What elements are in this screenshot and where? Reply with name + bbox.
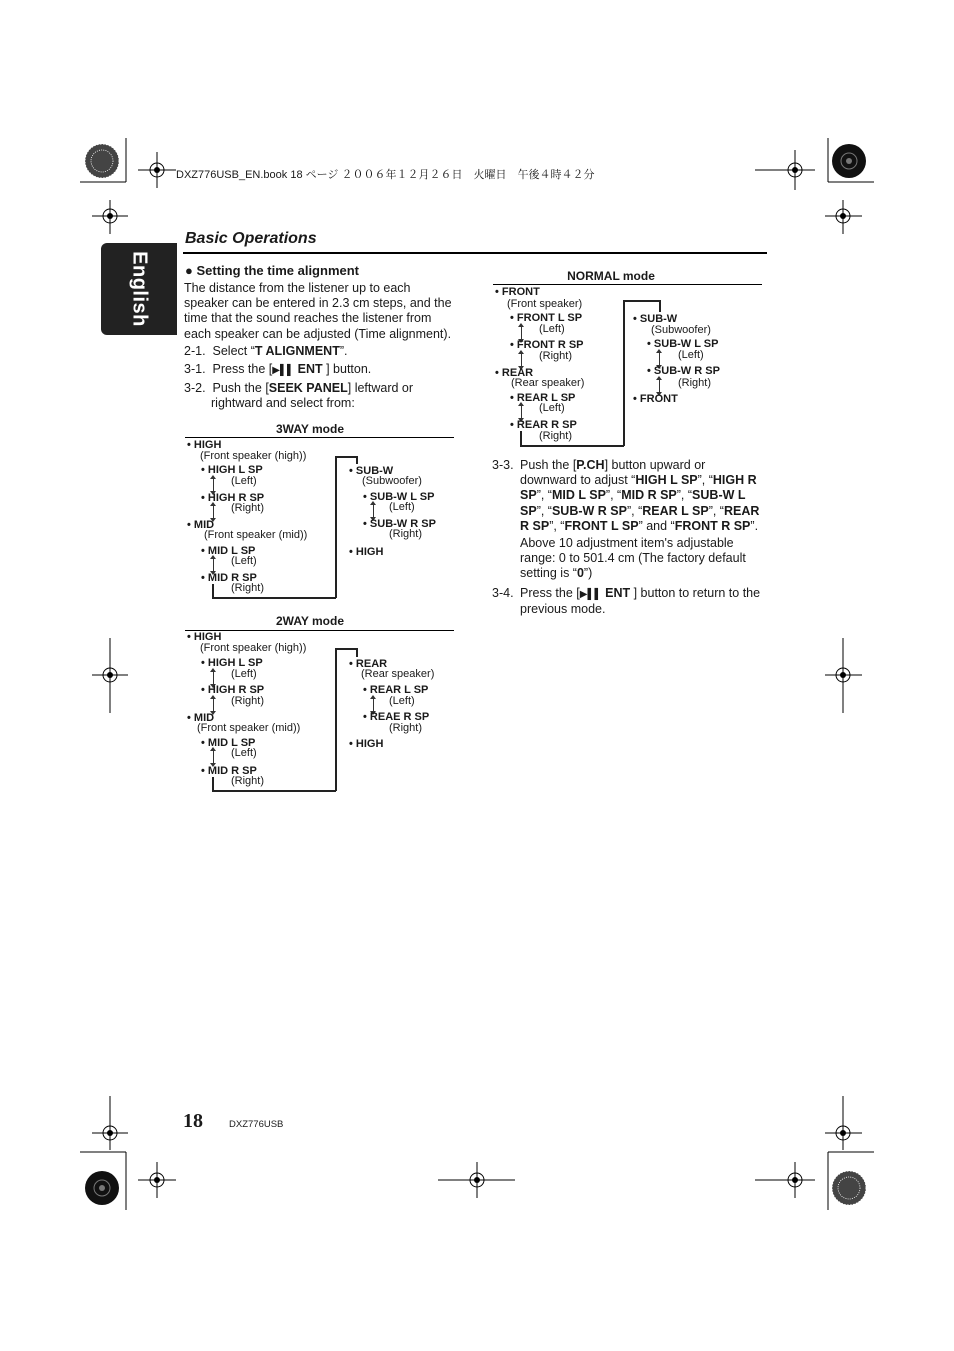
normal-item-rear: • REAR: [495, 367, 534, 379]
3way-sub: (Right): [231, 502, 265, 514]
normal-item-front: • FRONT: [495, 286, 540, 298]
normal-item-subw: • SUB-W: [633, 313, 678, 325]
normal-sub: (Left): [678, 349, 704, 361]
step-number: 3-1.: [184, 362, 206, 376]
2way-item-rear-l: • REAR L SP: [363, 684, 429, 696]
2way-item-high-l: • HIGH L SP: [201, 657, 263, 669]
step-text: ”, “: [708, 503, 724, 518]
flow-line: [335, 648, 337, 791]
step-text: ”, “: [676, 488, 693, 503]
2way-sub: (Front speaker (mid)): [197, 722, 301, 734]
book-header-line: DXZ776USB_EN.book 18 ページ ２００６年１２月２６日 火曜日 午後４時４２分: [176, 169, 595, 181]
bullet-icon: ●: [185, 263, 193, 278]
step-2-1: [184, 344, 347, 359]
updown-arrow-icon: [373, 503, 374, 519]
2way-item-mid-l: • MID L SP: [201, 737, 256, 749]
flow-line: [212, 584, 214, 598]
step-3-2: [184, 381, 413, 411]
step-text: MID L SP: [551, 488, 606, 503]
updown-arrow-icon: [213, 697, 214, 713]
step-text: ”.: [339, 344, 348, 358]
2way-item-mid: • MID: [187, 712, 215, 724]
2way-sub: (Right): [231, 775, 265, 787]
step-text: Above 10 adjustment item's adjustable: [520, 536, 734, 551]
step-text: ] leftward or: [347, 381, 414, 395]
2way-item-mid-r: • MID R SP: [201, 765, 257, 777]
step-text: SUB-W R SP: [551, 503, 627, 518]
step-text: ”, “: [536, 488, 552, 503]
flow-line: [335, 456, 357, 458]
3way-item-mid-l: • MID L SP: [201, 545, 256, 557]
normal-sub: (Left): [539, 402, 565, 414]
3way-item-subw-r: • SUB-W R SP: [363, 518, 436, 530]
step-3-1: [184, 362, 371, 378]
step-text: ”, “: [605, 488, 622, 503]
step-text: P.CH: [576, 458, 605, 472]
step-3-3: [520, 458, 768, 582]
3way-rule: [185, 437, 454, 438]
flow-line: [356, 648, 358, 657]
3way-sub: (Left): [389, 501, 415, 513]
step-text: FRONT R SP: [674, 518, 751, 533]
2way-item-rear: • REAR: [349, 658, 388, 670]
step-text: Push the [: [212, 381, 269, 395]
3way-item-high-end: • HIGH: [349, 546, 384, 558]
2way-sub: (Right): [231, 695, 265, 707]
step-text: SUB-W L: [692, 488, 746, 503]
normal-sub: (Left): [539, 323, 565, 335]
step-text: HIGH R: [712, 473, 757, 488]
step-text: FRONT L SP: [564, 518, 639, 533]
normal-sub: (Right): [678, 377, 712, 389]
step-number: 2-1.: [184, 344, 206, 358]
step-text: downward to adjust “: [520, 473, 636, 488]
step-text: ] button.: [326, 362, 372, 376]
updown-arrow-icon: [659, 378, 660, 394]
page-number: 18: [183, 1110, 203, 1132]
3way-item-high-r: • HIGH R SP: [201, 492, 265, 504]
flow-line: [356, 456, 358, 464]
normal-item-front-end: • FRONT: [633, 393, 678, 405]
intro-line: The distance from the listener up to each: [184, 281, 411, 295]
step-3-3-num: 3-3.: [492, 458, 514, 472]
normal-sub: (Front speaker): [507, 298, 583, 310]
step-text: rightward and select from:: [211, 396, 355, 411]
3way-sub: (Front speaker (high)): [200, 450, 307, 462]
3way-item-high: • HIGH: [187, 439, 222, 451]
normal-mode-title: NORMAL mode: [567, 269, 655, 283]
2way-sub: (Left): [231, 668, 257, 680]
3way-sub: (Right): [389, 528, 423, 540]
flow-line: [520, 445, 624, 447]
step-text: previous mode.: [520, 602, 606, 617]
2way-rule: [185, 630, 454, 631]
step-text: ”, “: [626, 503, 643, 518]
3way-item-high-l: • HIGH L SP: [201, 464, 263, 476]
step-text: Press the [: [212, 362, 273, 376]
3way-sub: (Subwoofer): [362, 475, 422, 487]
updown-arrow-icon: [213, 749, 214, 765]
step-text: ” and “: [638, 518, 675, 533]
updown-arrow-icon: [213, 504, 214, 520]
ent-label: ENT: [297, 362, 323, 376]
setting-intro: [184, 281, 464, 342]
step-text: ”, “: [697, 473, 713, 488]
step-text: SP: [520, 503, 537, 518]
step-text: REAR L SP: [642, 503, 709, 518]
step-text: ”.: [750, 518, 759, 533]
flow-line: [212, 790, 336, 792]
step-text: ] button to return to the: [633, 586, 761, 600]
flow-line: [335, 648, 357, 650]
model-label: DXZ776USB: [229, 1119, 284, 1130]
3way-item-subw-l: • SUB-W L SP: [363, 491, 435, 503]
step-keyword: SEEK PANEL: [268, 381, 348, 395]
intro-line: speaker can be entered in 2.3 cm steps, and the: [184, 296, 452, 311]
2way-sub: (Left): [389, 695, 415, 707]
step-text: ”, “: [536, 503, 552, 518]
section-rule: [183, 252, 767, 254]
section-title: Basic Operations: [185, 230, 317, 247]
flow-line: [212, 597, 336, 599]
2way-sub: (Left): [231, 747, 257, 759]
normal-sub: (Right): [539, 430, 573, 442]
2way-item-high: • HIGH: [187, 631, 222, 643]
step-number: 3-2.: [184, 381, 206, 395]
2way-mode-title: 2WAY mode: [275, 614, 345, 628]
step-text: SP: [520, 488, 537, 503]
step-text: range: 0 to 501.4 cm (The factory default: [520, 551, 746, 566]
step-text: R SP: [520, 518, 550, 533]
2way-item-high-end: • HIGH: [349, 738, 384, 750]
normal-item-subw-r: • SUB-W R SP: [647, 365, 720, 377]
step-text: 0: [576, 566, 584, 581]
flow-line: [520, 431, 522, 446]
step-3-4: [520, 586, 770, 617]
updown-arrow-icon: [521, 352, 522, 368]
3way-sub: (Front speaker (mid)): [204, 529, 308, 541]
flow-line: [623, 300, 625, 446]
2way-item-high-r: • HIGH R SP: [201, 684, 265, 696]
2way-item-rear-r: • REAE R SP: [363, 711, 430, 723]
step-keyword: T ALIGNMENT: [254, 344, 340, 358]
3way-item-subw: • SUB-W: [349, 465, 394, 477]
step-3-4-num: 3-4.: [492, 586, 514, 600]
normal-item-subw-l: • SUB-W L SP: [647, 338, 719, 350]
step-text: ] button upward or: [604, 458, 706, 472]
normal-sub: (Right): [539, 350, 573, 362]
flow-line: [659, 300, 661, 312]
3way-sub: (Left): [231, 475, 257, 487]
step-text: MID R SP: [621, 488, 677, 503]
language-tab: [101, 243, 177, 335]
3way-sub: (Left): [231, 555, 257, 567]
step-text: setting is “: [520, 566, 577, 581]
step-text: ENT: [605, 586, 631, 600]
step-text: REAR: [723, 503, 760, 518]
normal-item-front-l: • FRONT L SP: [510, 312, 583, 324]
step-text: ”): [583, 566, 593, 581]
intro-line: time that the sound reaches the listener from: [184, 311, 432, 326]
2way-sub: (Rear speaker): [361, 668, 435, 680]
setting-heading: [185, 263, 359, 278]
normal-rule: [493, 284, 762, 285]
normal-sub: (Subwoofer): [651, 324, 711, 336]
step-text: ”, “: [549, 518, 565, 533]
setting-heading-text: Setting the time alignment: [196, 263, 359, 278]
language-tab-label: English: [128, 251, 151, 327]
updown-arrow-icon: [213, 557, 214, 573]
normal-sub: (Rear speaker): [511, 377, 585, 389]
step-text: Push the [: [520, 458, 577, 472]
3way-item-mid-r: • MID R SP: [201, 572, 257, 584]
2way-sub: (Right): [389, 722, 423, 734]
play-pause-icon: ▶▌▌: [579, 589, 602, 600]
3way-sub: (Right): [231, 582, 265, 594]
normal-item-rear-l: • REAR L SP: [510, 392, 576, 404]
step-text: Select “: [212, 344, 255, 358]
flow-line: [212, 777, 214, 791]
normal-item-front-r: • FRONT R SP: [510, 339, 584, 351]
2way-sub: (Front speaker (high)): [200, 642, 307, 654]
3way-item-mid: • MID: [187, 519, 215, 531]
step-text: Press the [: [520, 586, 580, 600]
step-text: HIGH L SP: [635, 473, 698, 488]
intro-line: each speaker can be adjusted (Time alignment).: [184, 326, 452, 341]
flow-line: [623, 300, 660, 302]
updown-arrow-icon: [213, 477, 214, 493]
flow-line: [335, 456, 337, 598]
play-pause-icon: ▶▌▌: [272, 365, 295, 376]
updown-arrow-icon: [521, 404, 522, 420]
3way-mode-title: 3WAY mode: [275, 422, 345, 436]
normal-item-rear-r: • REAR R SP: [510, 419, 577, 431]
